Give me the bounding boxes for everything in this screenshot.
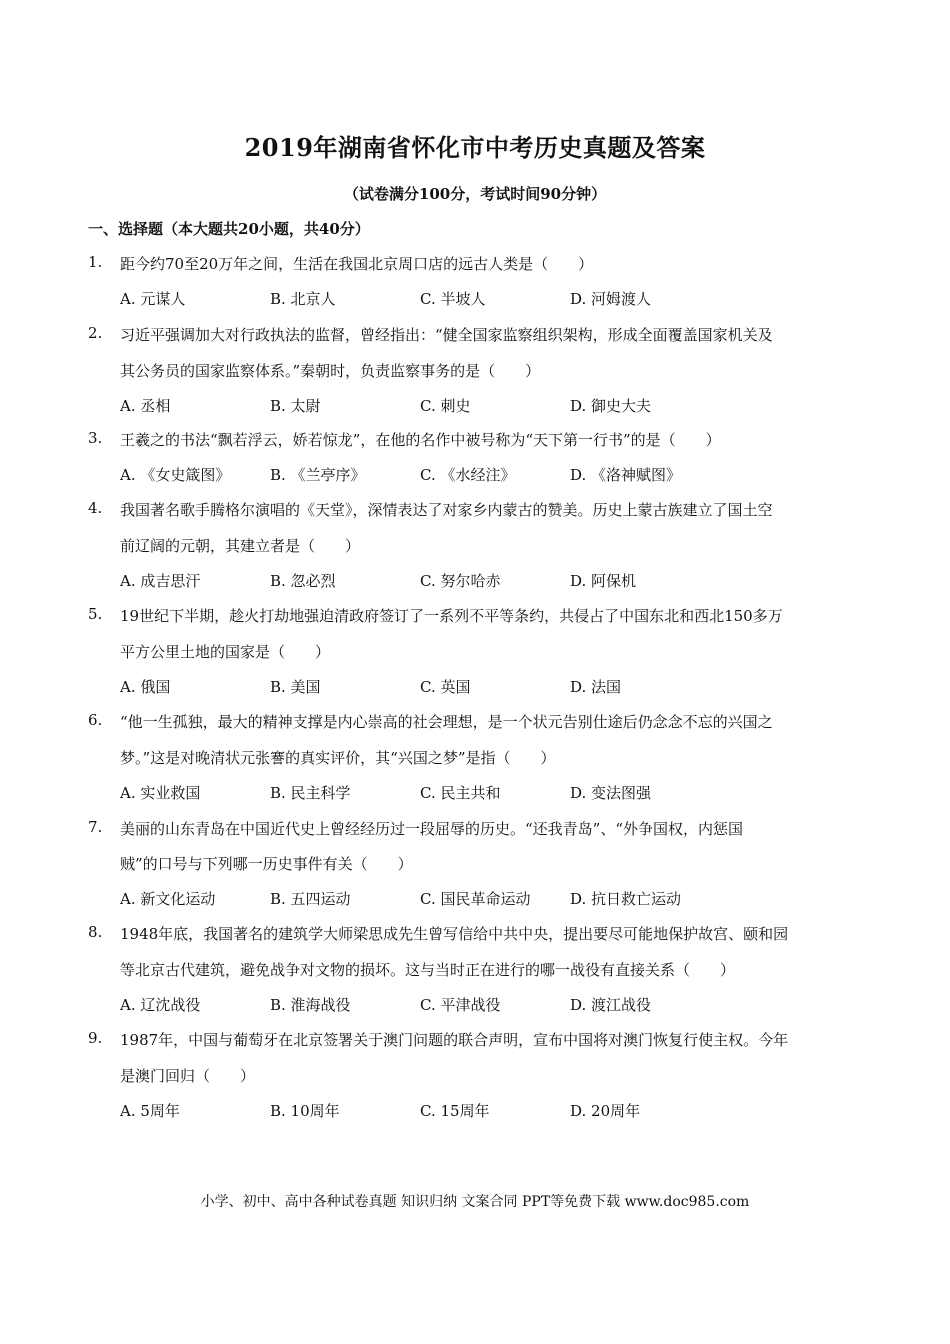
option-d[interactable]: D. 20周年 (570, 1102, 641, 1120)
question-text: 距今约70至20万年之间，生活在我国北京周口店的远古人类是（ ） (120, 255, 594, 273)
question-text: “他一生孤独，最大的精神支撑是内心崇高的社会理想，是一个状元告别仕途后仍念念不忘的兴国之 (120, 713, 773, 731)
option-c[interactable]: C. 民主共和 (420, 784, 501, 802)
section-heading: 一、选择题（本大题共20小题，共40分） (88, 220, 370, 238)
option-d[interactable]: D. 御史大夫 (570, 397, 652, 415)
option-b[interactable]: B. 美国 (270, 678, 321, 696)
option-c[interactable]: C. 努尔哈赤 (420, 572, 501, 590)
option-d[interactable]: D. 抗日救亡运动 (570, 890, 682, 908)
option-d[interactable]: D. 渡江战役 (570, 996, 652, 1014)
question-text: 我国著名歌手腾格尔演唱的《天堂》，深情表达了对家乡内蒙古的赞美。历史上蒙古族建立了国土空 (120, 501, 773, 519)
option-b[interactable]: B. 10周年 (270, 1102, 340, 1120)
option-c[interactable]: C. 平津战役 (420, 996, 501, 1014)
option-a[interactable]: A. 辽沈战役 (120, 996, 201, 1014)
question-text: 贼”的口号与下列哪一历史事件有关（ ） (120, 855, 413, 873)
question-text: 平方公里土地的国家是（ ） (120, 643, 331, 661)
option-d[interactable]: D. 法国 (570, 678, 622, 696)
page-footer: 小学、初中、高中各种试卷真题 知识归纳 文案合同 PPT等免费下载 www.doc985.com (200, 1194, 750, 1210)
option-d[interactable]: D. 变法图强 (570, 784, 652, 802)
option-d[interactable]: D. 《洛神赋图》 (570, 466, 682, 484)
question-number: 8. (88, 923, 103, 941)
question-text: 是澳门回归（ ） (120, 1067, 256, 1085)
question-text: 其公务员的国家监察体系。”秦朝时，负责监察事务的是（ ） (120, 362, 541, 380)
option-d[interactable]: D. 阿保机 (570, 572, 637, 590)
question-text: 习近平强调加大对行政执法的监督，曾经指出：“健全国家监察组织架构，形成全面覆盖国家机关及 (120, 326, 773, 344)
option-a[interactable]: A. 元谋人 (120, 290, 186, 308)
option-b[interactable]: B. 民主科学 (270, 784, 351, 802)
question-text: 前辽阔的元朝，其建立者是（ ） (120, 537, 361, 555)
option-b[interactable]: B. 五四运动 (270, 890, 351, 908)
option-c[interactable]: C. 半坡人 (420, 290, 486, 308)
option-c[interactable]: C. 国民革命运动 (420, 890, 531, 908)
option-a[interactable]: A. 成吉思汗 (120, 572, 201, 590)
question-number: 7. (88, 818, 103, 836)
question-text: 19世纪下半期，趁火打劫地强迫清政府签订了一系列不平等条约，共侵占了中国东北和西北150多万 (120, 607, 783, 625)
question-text: 1987年，中国与葡萄牙在北京签署关于澳门问题的联合声明，宣布中国将对澳门恢复行使主权。今年 (120, 1031, 789, 1049)
option-c[interactable]: C. 刺史 (420, 397, 471, 415)
option-a[interactable]: A. 俄国 (120, 678, 171, 696)
option-a[interactable]: A. 5周年 (120, 1102, 180, 1120)
question-number: 4. (88, 499, 103, 517)
option-a[interactable]: A. 《女史箴图》 (120, 466, 231, 484)
option-a[interactable]: A. 新文化运动 (120, 890, 216, 908)
question-number: 2. (88, 324, 103, 342)
option-b[interactable]: B. 北京人 (270, 290, 336, 308)
option-b[interactable]: B. 太尉 (270, 397, 321, 415)
page-title: 2019年湖南省怀化市中考历史真题及答案 (244, 133, 706, 162)
option-b[interactable]: B. 淮海战役 (270, 996, 351, 1014)
option-c[interactable]: C. 15周年 (420, 1102, 490, 1120)
question-text: 等北京古代建筑，避免战争对文物的损坏。这与当时正在进行的哪一战役有直接关系（ ） (120, 961, 736, 979)
option-b[interactable]: B. 忽必烈 (270, 572, 336, 590)
question-text: 梦。”这是对晚清状元张謇的真实评价，其“兴国之梦”是指（ ） (120, 749, 556, 767)
question-number: 6. (88, 711, 103, 729)
question-number: 9. (88, 1029, 103, 1047)
question-text: 王羲之的书法“飘若浮云，娇若惊龙”，在他的名作中被号称为“天下第一行书”的是（ ） (120, 431, 721, 449)
option-c[interactable]: C. 英国 (420, 678, 471, 696)
option-d[interactable]: D. 河姆渡人 (570, 290, 652, 308)
question-number: 3. (88, 429, 103, 447)
question-number: 1. (88, 253, 103, 271)
option-b[interactable]: B. 《兰亭序》 (270, 466, 366, 484)
question-text: 美丽的山东青岛在中国近代史上曾经经历过一段屈辱的历史。“还我青岛”、“外争国权，内惩国 (120, 820, 744, 838)
question-number: 5. (88, 605, 103, 623)
exam-info: （试卷满分100分，考试时间90分钟） (343, 185, 607, 203)
question-text: 1948年底，我国著名的建筑学大师梁思成先生曾写信给中共中央，提出要尽可能地保护故宫、颐和园 (120, 925, 789, 943)
option-a[interactable]: A. 丞相 (120, 397, 171, 415)
option-c[interactable]: C. 《水经注》 (420, 466, 516, 484)
option-a[interactable]: A. 实业救国 (120, 784, 201, 802)
